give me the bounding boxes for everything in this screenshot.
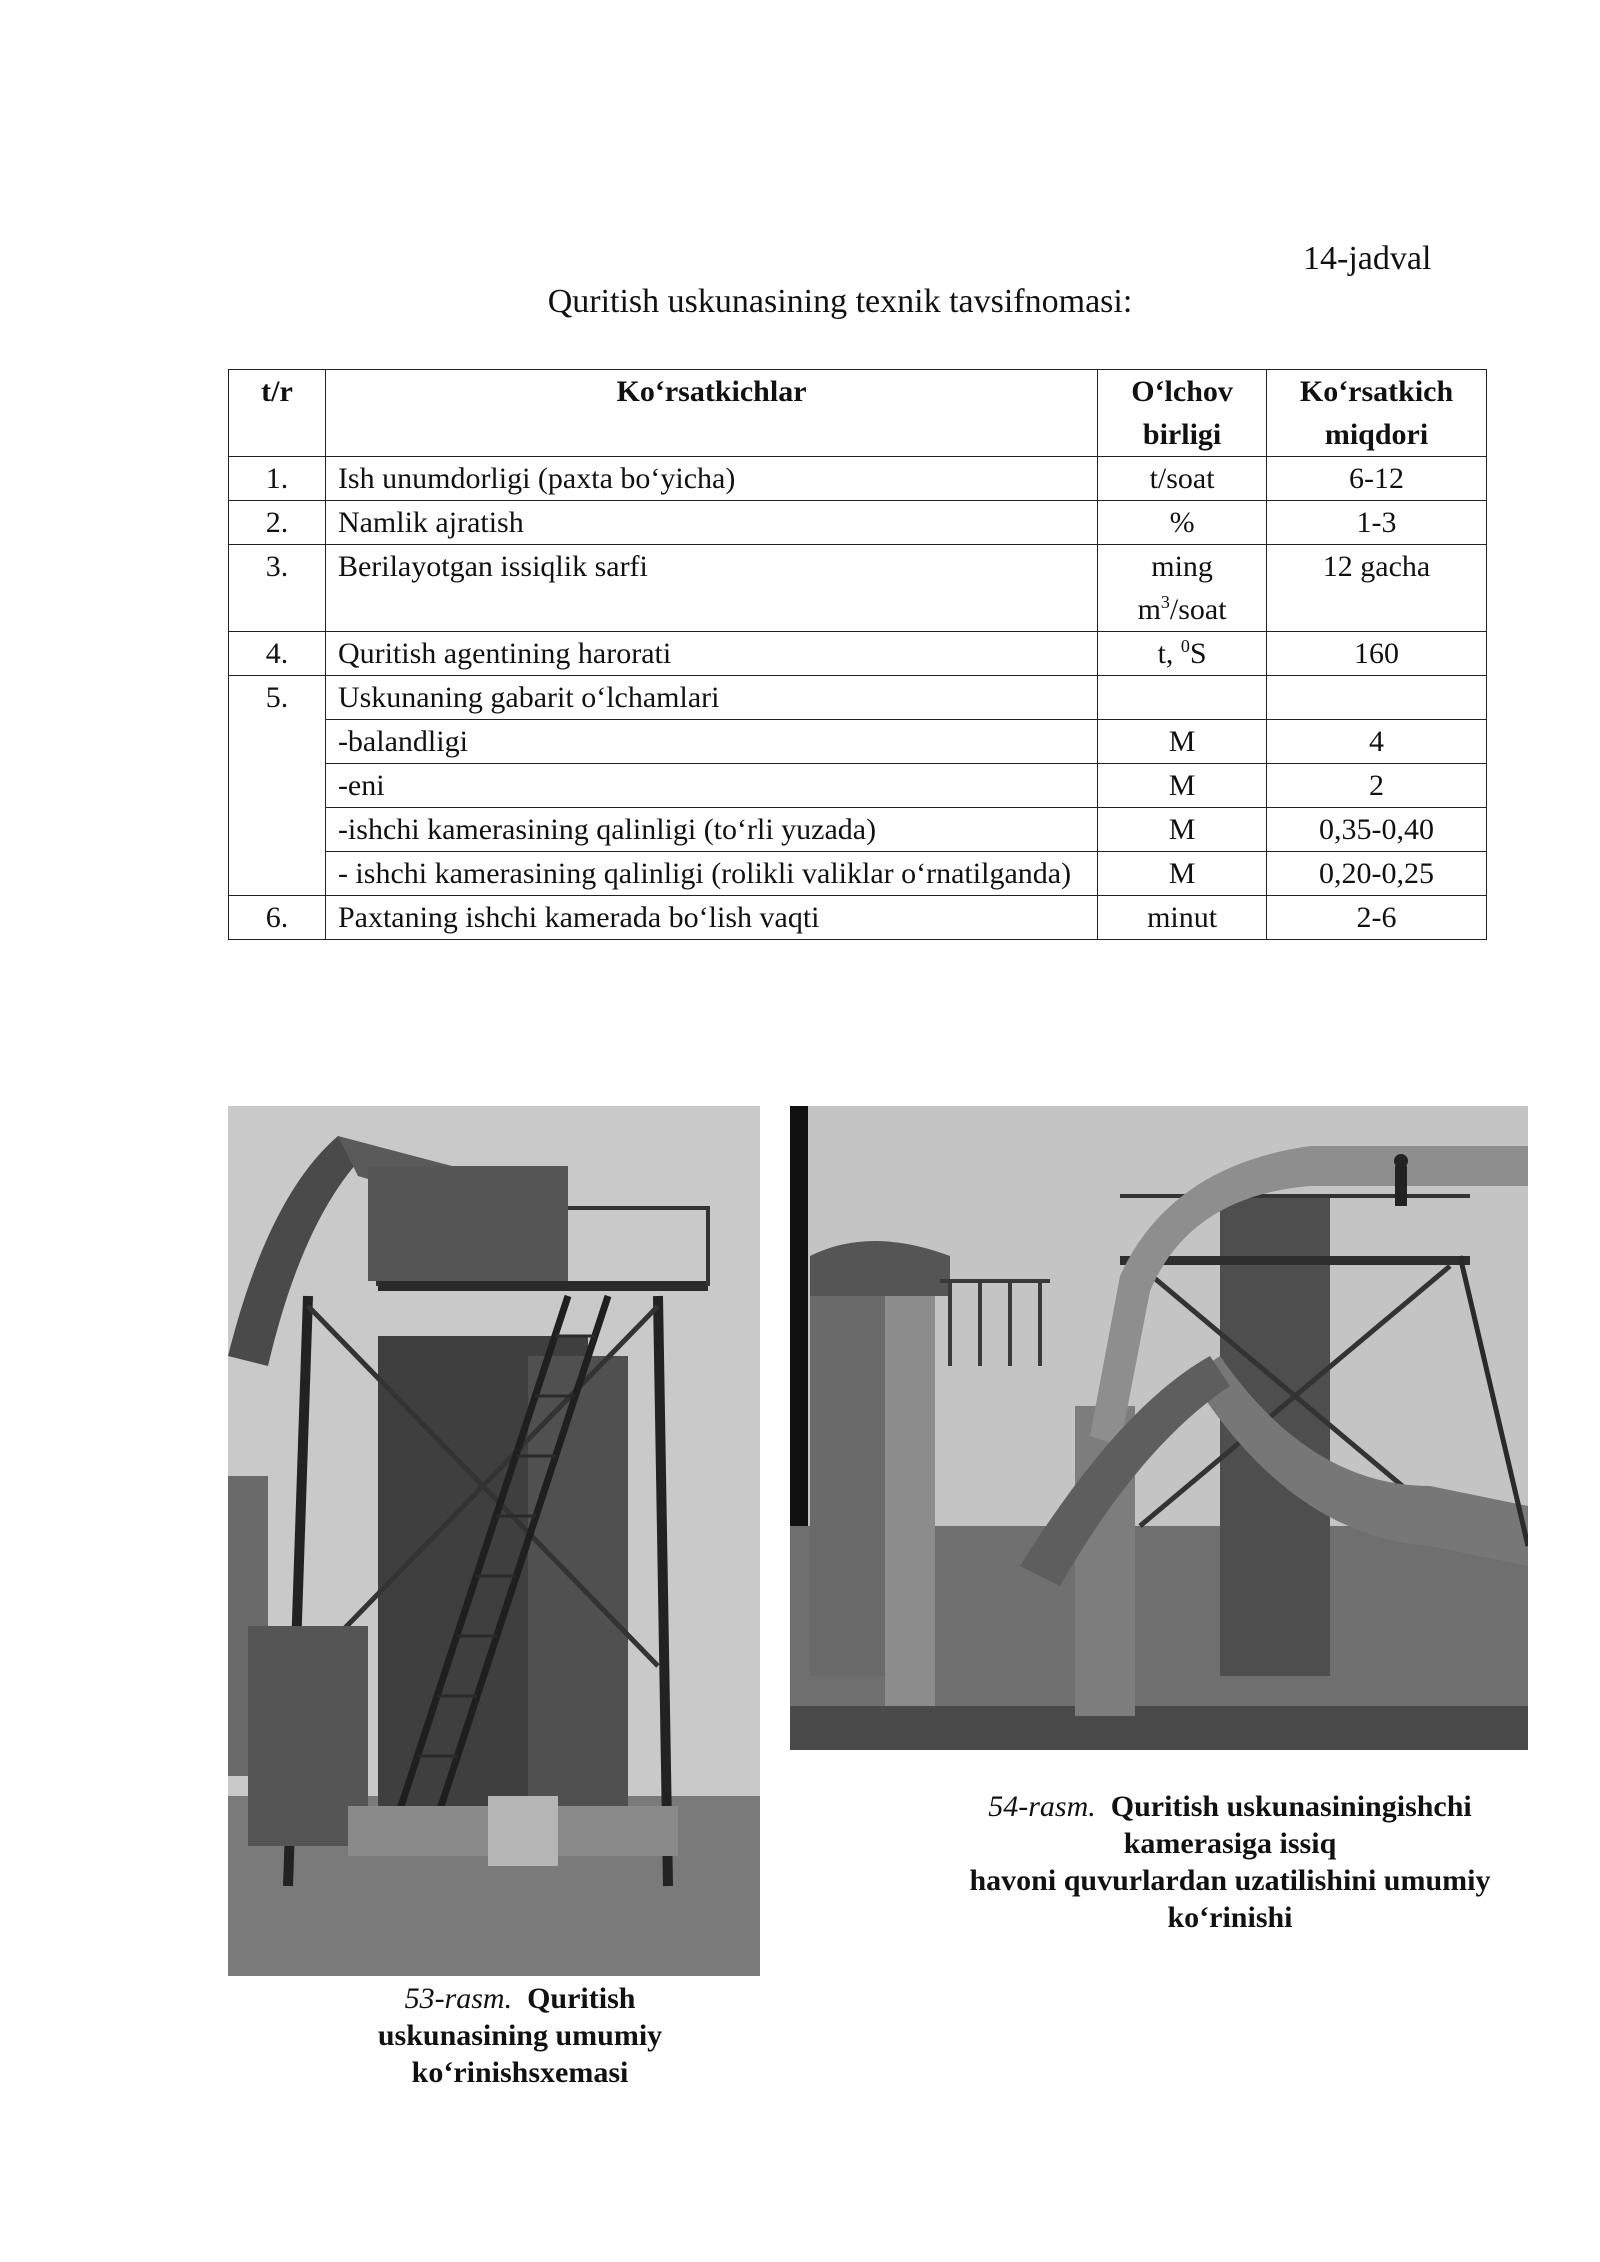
spec-table	[228, 369, 1487, 940]
table-row	[229, 896, 1487, 940]
row-value: 160	[1267, 632, 1487, 676]
row-indicator: -ishchi kamerasining qalinligi (to‘rli yuzada)	[325, 808, 1097, 852]
header-indicator: Ko‘rsatkichlar	[325, 370, 1097, 457]
row-num: 2.	[229, 501, 326, 545]
row-num: 5.	[229, 676, 326, 896]
table-row	[229, 501, 1487, 545]
row-value: 1-3	[1267, 501, 1487, 545]
row-unit: t, $^0$S	[1098, 632, 1267, 676]
table-row	[229, 676, 1487, 720]
table-row	[229, 720, 1487, 764]
row-unit: M	[1098, 808, 1267, 852]
table-row	[229, 808, 1487, 852]
row-indicator: Uskunaning gabarit o‘lchamlari	[325, 676, 1097, 720]
row-value: 2-6	[1267, 896, 1487, 940]
table-row	[229, 457, 1487, 501]
row-value: 0,35-0,40	[1267, 808, 1487, 852]
figure-53-title-line1: Quritish	[527, 1982, 636, 2015]
row-num: 3.	[229, 545, 326, 632]
row-indicator: -eni	[325, 764, 1097, 808]
row-unit	[1098, 676, 1267, 720]
pipeline-photo	[790, 1106, 1528, 1750]
figure-54-title-line2: kamerasiga issiq	[1123, 1827, 1337, 1860]
row-indicator: Quritish agentining harorati	[325, 632, 1097, 676]
header-num: t/r	[229, 370, 326, 457]
row-num: 1.	[229, 457, 326, 501]
row-indicator: -balandligi	[325, 720, 1097, 764]
figure-54-title-line1: Quritish uskunasiningishchi	[1110, 1790, 1472, 1823]
header-unit: O‘lchov birligi	[1098, 370, 1267, 457]
figure-54-title-line3: havoni quvurlardan uzatilishini umumiy	[969, 1864, 1491, 1897]
row-indicator: - ishchi kamerasining qalinligi (rolikli valiklar o‘rnatilganda)	[325, 852, 1097, 896]
table-row	[229, 764, 1487, 808]
figure-54-caption	[900, 1788, 1560, 1936]
figure-53-caption	[300, 1980, 740, 2091]
row-indicator: Ish unumdorligi (paxta bo‘yicha)	[325, 457, 1097, 501]
header-value: Ko‘rsatkich miqdori	[1267, 370, 1487, 457]
row-value	[1267, 676, 1487, 720]
row-unit: M	[1098, 720, 1267, 764]
row-value: 6-12	[1267, 457, 1487, 501]
row-indicator: Berilayotgan issiqlik sarfi	[325, 545, 1097, 632]
row-value: 0,20-0,25	[1267, 852, 1487, 896]
figure-54-title-line4: ko‘rinishi	[1167, 1901, 1293, 1934]
row-num: 4.	[229, 632, 326, 676]
row-unit: ming $m^3$/soat	[1098, 545, 1267, 632]
figure-54-label: 54-rasm.	[988, 1790, 1096, 1823]
row-value: 2	[1267, 764, 1487, 808]
row-unit: %	[1098, 501, 1267, 545]
dryer-photo	[228, 1106, 760, 1976]
row-indicator: Paxtaning ishchi kamerada bo‘lish vaqti	[325, 896, 1097, 940]
row-unit: M	[1098, 852, 1267, 896]
table-row	[229, 852, 1487, 896]
figure-53-title-line2: uskunasining umumiy	[377, 2019, 663, 2052]
table-row	[229, 632, 1487, 676]
table-row	[229, 545, 1487, 632]
row-unit: minut	[1098, 896, 1267, 940]
figure-53-label: 53-rasm.	[404, 1982, 513, 2015]
row-unit: M	[1098, 764, 1267, 808]
table-label: 14-jadval	[1303, 240, 1432, 277]
row-num: 6.	[229, 896, 326, 940]
table-header-row	[229, 370, 1487, 457]
row-indicator: Namlik ajratish	[325, 501, 1097, 545]
row-value: 4	[1267, 720, 1487, 764]
row-value: 12 gacha	[1267, 545, 1487, 632]
row-unit: t/soat	[1098, 457, 1267, 501]
table-title: Quritish uskunasining texnik tavsifnomasi:	[547, 283, 1133, 320]
figure-53-title-line3: ko‘rinishsxemasi	[411, 2056, 629, 2089]
